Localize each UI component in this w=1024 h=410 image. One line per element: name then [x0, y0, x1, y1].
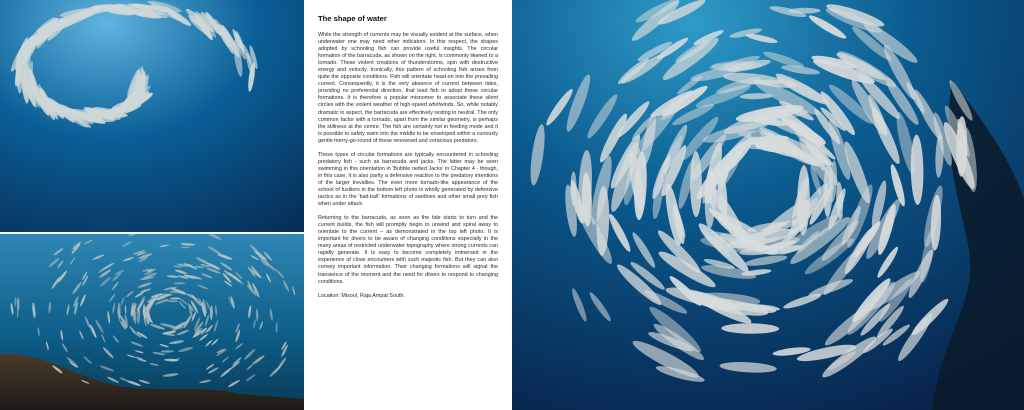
article-paragraph-3: Returning to the barracuda, as soon as the tide starts to turn and the current builds, the fish will promptly begin to unwind and spiral away to orientate to the current – as demonstrated in the top left photo. It is important for divers to be aware of changing conditions especially in the many areas of restricted underwater topography where strong currents can rapidly generate. It is easy to become completely immersed in the experience of close encounters with such majestic fish. But they can also convey important information. Their changing formations will signal the transience of the moment and the need for divers to respond to changing conditions.: [318, 215, 498, 285]
fusilier-vortex-photo: [0, 234, 304, 410]
article-title: The shape of water: [318, 14, 387, 23]
article-paragraph-2: These types of circular formations are typically encountered in schooling predatory fish - such as barracuda and jacks. The latter may be seen swimming in this orientation in 'Bubble netted Jacks' in Chapter 4 - though, in this case, it is also partly a defensive reaction to the predatory intentions of the larger trevallies. The even more tornado-like appearance of the school of fusiliers in the bottom left photo is wholly generated by defensive tactics as in the 'bait-ball' formations of sardines and other small prey fish when under attack.: [318, 151, 498, 208]
barracuda-tornado-photo: [512, 0, 1024, 410]
article-paragraph-1: While the strength of currents may be visually evident at the surface, when underwater one may need other indicators. In this respect, the shapes adopted by schooling fish can provide useful insights. The circular formation of the barracuda, as shown on the right, is commonly likened to a tornado. These violent creations of thunderstorms, spin with destructive energy and velocity. Ironically, this pattern of schooling fish arises from quite the opposite conditions. Fish will orientate head-on into the prevailing current. Consequently, it is the very absence of current between tides, providing no preferential direction, that lead fish to adopt these circular formations. It is therefore a popular misnomer to associate these silent circles with the violent weather of high-speed whirlwinds. So, while notably dramatic in aspect, the barracuda are effectively resting in neutral. The only common factor with a tornado, apart from the similar geometry, is perhaps the stillness at the centre. The fish are certainly not in feeding mode and it is possible to safely swim into the middle to be enveloped within a curiously gentle merry-go-round of these renowned and voracious predators.: [318, 32, 498, 144]
barracuda-spiral-photo: [0, 0, 304, 232]
barracuda-tornado-image: [512, 0, 1024, 410]
article-location: Location: Misool, Raja Ampat South.: [318, 292, 405, 299]
article-page: [304, 0, 512, 410]
fusilier-vortex-image: [0, 234, 304, 410]
barracuda-spiral-image: [0, 0, 304, 232]
